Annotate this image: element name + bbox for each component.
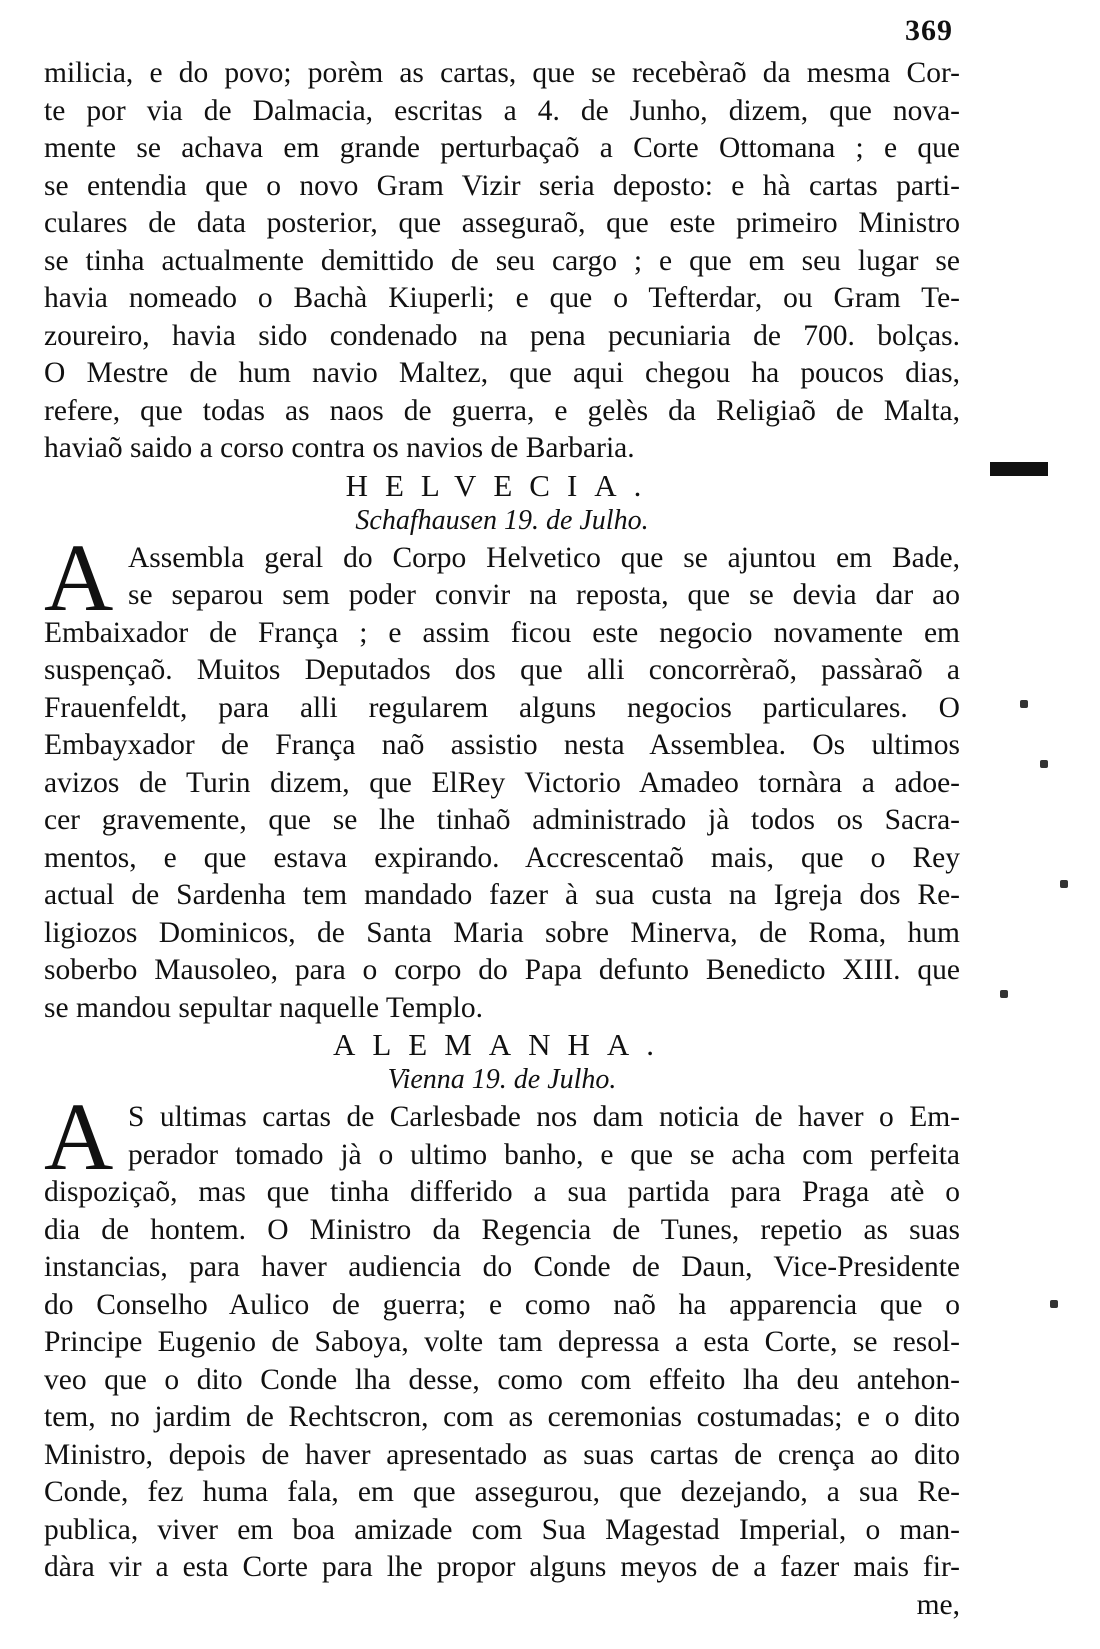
text-line: tem, no jardim de Rechtscron, com as ceremonias costumadas; e o dito xyxy=(44,1401,960,1433)
text-line: O Mestre de hum navio Maltez, que aqui chegou ha poucos dias, xyxy=(44,357,960,389)
text-line: se separou sem poder convir na reposta, que se devia dar ao xyxy=(128,579,960,611)
text-line: S ultimas cartas de Carlesbade nos dam noticia de haver o Em- xyxy=(128,1101,960,1133)
drop-cap: A xyxy=(44,523,114,631)
text-line: avizos de Turin dizem, que ElRey Victorio Amadeo tornàra a adoe- xyxy=(44,766,960,799)
text-line: ligiozos Dominicos, de Santa Maria sobre Minerva, de Roma, hum xyxy=(44,916,960,949)
text-line: publica, viver em boa amizade com Sua Magestad Imperial, o man- xyxy=(44,1513,960,1546)
text-line: mente se achava em grande perturbaçaõ a Corte Ottomana ; e que xyxy=(44,132,960,164)
text-line: cer gravemente, que se lhe tinhaõ administrado jà todos os Sacra- xyxy=(44,804,960,836)
text-line: Ministro, depois de haver apresentado as suas cartas de crença ao dito xyxy=(44,1438,960,1471)
intro-paragraph xyxy=(44,55,960,468)
text-line: dia de hontem. O Ministro da Regencia de Tunes, repetio as suas xyxy=(44,1213,960,1246)
text-line: soberbo Mausoleo, para o corpo do Papa defunto Benedicto XIII. que xyxy=(44,954,960,986)
section-dateline: Vienna 19. de Julho. xyxy=(387,1064,617,1095)
section-heading: HELVECIA. xyxy=(345,467,659,503)
section-dateline: Schafhausen 19. de Julho. xyxy=(355,504,649,536)
text-line: Frauenfeldt, para alli regularem alguns negocios particulares. O xyxy=(44,691,960,724)
scan-edge-mark xyxy=(990,462,1048,476)
text-line: se mandou sepultar naquelle Templo. xyxy=(44,991,483,1024)
text-line: Principe Eugenio de Saboya, volte tam depressa a esta Corte, se resol- xyxy=(44,1326,960,1358)
scan-speck xyxy=(1040,760,1048,768)
text-line: do Conselho Aulico de guerra; e como naõ ha apparencia que o xyxy=(44,1288,960,1321)
text-line: dàra vir a esta Corte para lhe propor alguns meyos de a fazer mais fir- xyxy=(44,1551,960,1583)
scan-speck xyxy=(1050,1300,1058,1308)
text-line: perador tomado jà o ultimo banho, e que se acha com perfeita xyxy=(128,1138,960,1171)
text-line: havia nomeado o Bachà Kiuperli; e que o Tefterdar, ou Gram Te- xyxy=(44,282,960,314)
text-line: culares de data posterior, que asseguraõ, que este primeiro Ministro xyxy=(44,207,960,239)
text-line: instancias, para haver audiencia do Conde de Daun, Vice-Presidente xyxy=(44,1251,960,1283)
text-line: Assembla geral do Corpo Helvetico que se ajuntou em Bade, xyxy=(128,541,960,574)
page-number: 369 xyxy=(905,14,953,47)
drop-cap: A xyxy=(44,1083,114,1190)
text-line: haviaõ saido a corso contra os navios de Barbaria. xyxy=(44,432,635,464)
scan-speck xyxy=(1000,990,1008,998)
scan-speck xyxy=(1020,700,1028,708)
text-line: suspençaõ. Muitos Deputados dos que alli concorrèraõ, passàraõ a xyxy=(44,654,960,686)
scan-speck xyxy=(1060,880,1068,888)
text-line: actual de Sardenha tem mandado fazer à sua custa na Igreja dos Re- xyxy=(44,879,960,911)
text-line: se tinha actualmente demittido de seu cargo ; e que em seu lugar se xyxy=(44,244,960,277)
section-helvecia xyxy=(44,468,960,1028)
text-line: Embaixador de França ; e assim ficou este negocio novamente em xyxy=(44,616,960,649)
section-heading: ALEMANHA. xyxy=(332,1027,672,1062)
section-paragraph xyxy=(44,523,960,1028)
text-line: te por via de Dalmacia, escritas a 4. de Junho, dizem, que nova- xyxy=(44,94,960,127)
text-line: se entendia que o novo Gram Vizir seria deposto: e hà cartas parti- xyxy=(44,169,960,202)
section-paragraph xyxy=(44,1083,960,1624)
text-line: dispoziçaõ, mas que tinha differido a sua partida para Praga atè o xyxy=(44,1176,960,1208)
text-line: Conde, fez huma fala, em que assegurou, que dezejando, a sua Re- xyxy=(44,1476,960,1508)
catchword: me, xyxy=(916,1588,960,1621)
section-alemanha xyxy=(44,1027,960,1624)
document-body xyxy=(44,55,960,1624)
text-line: veo que o dito Conde lha desse, como com effeito lha deu antehon- xyxy=(44,1363,960,1396)
text-line: mentos, e que estava expirando. Accrescentaõ mais, que o Rey xyxy=(44,841,960,874)
text-line: milicia, e do povo; porèm as cartas, que se recebèraõ da mesma Cor- xyxy=(44,57,960,89)
text-line: refere, que todas as naos de guerra, e gelès da Religiaõ de Malta, xyxy=(44,394,960,427)
text-line: Embayxador de França naõ assistio nesta Assemblea. Os ultimos xyxy=(44,729,960,761)
text-line: zoureiro, havia sido condenado na pena pecuniaria de 700. bolças. xyxy=(44,319,960,352)
